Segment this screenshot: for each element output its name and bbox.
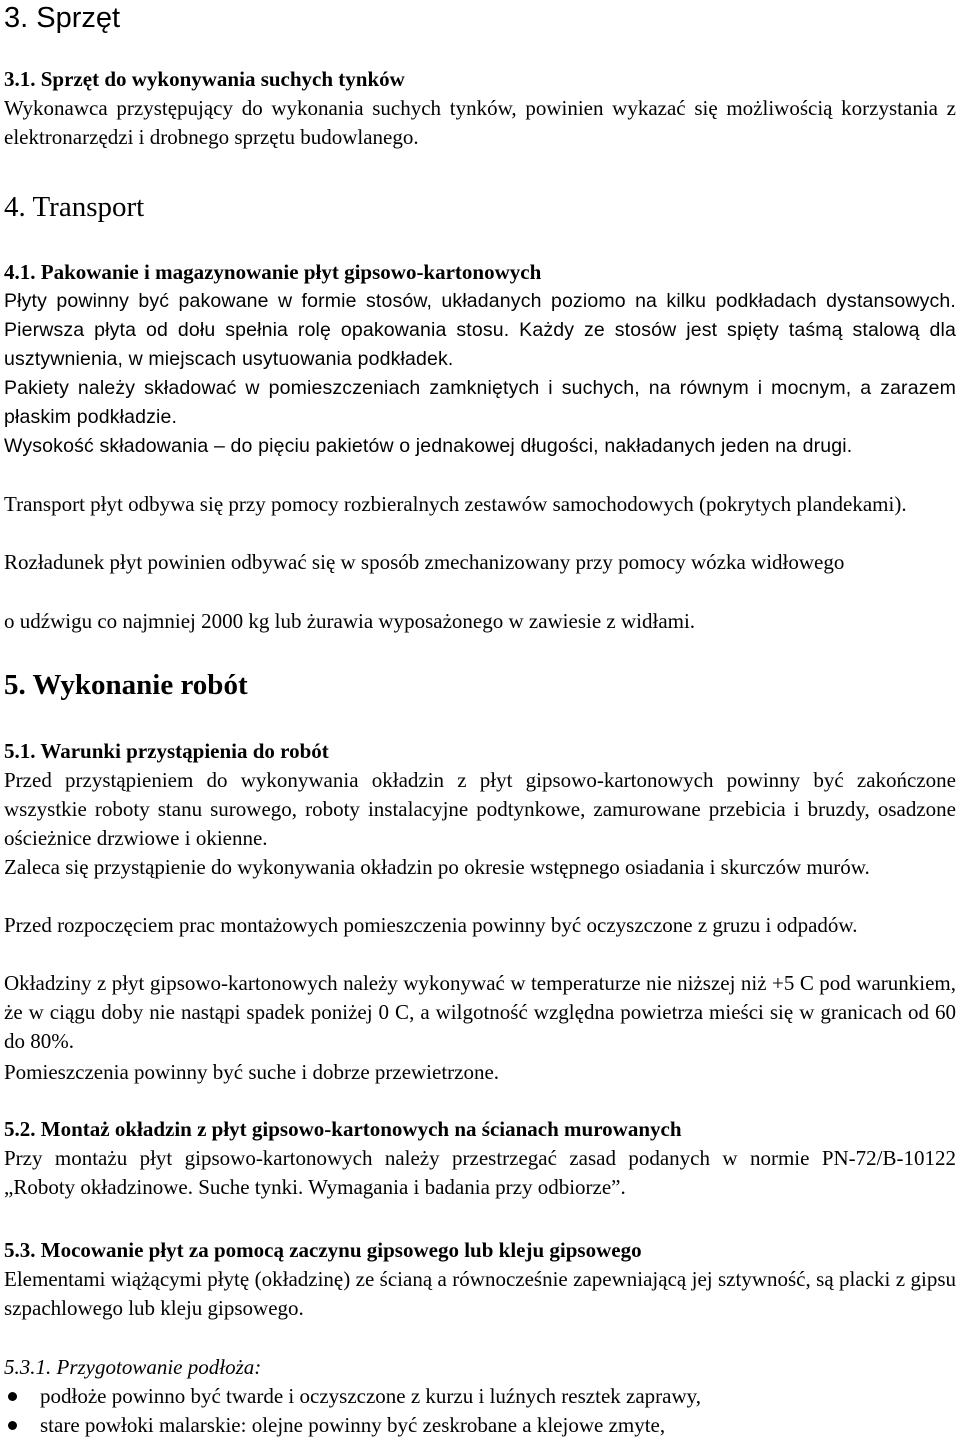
section-5-heading: 5. Wykonanie robót — [4, 669, 248, 701]
list-item-text: stare powłoki malarskie: olejne powinny być zeskrobane a klejowe zmyte, — [40, 1413, 666, 1437]
section-4-1-paragraph: Płyty powinny być pakowane w formie stosów, układanych poziomo na kilku podkładach dystansowych. Pierwsza płyta od dołu spełnia rolę opakowania stosu. Każdy ze stosów jest spięty taśmą stalową dla usztywnienia, w miejscach usytuowania podkładek. — [4, 290, 956, 370]
section-4-1-paragraph: o udźwigu co najmniej 2000 kg lub żurawia wyposażonego w zawiesie z widłami. — [4, 609, 696, 633]
section-4-1-heading: 4.1. Pakowanie i magazynowanie płyt gipsowo-kartonowych — [4, 260, 542, 284]
section-5-1-paragraph: Przed przystąpieniem do wykonywania okładzin z płyt gipsowo-kartonowych powinny być zakończone wszystkie roboty stanu surowego, roboty instalacyjne podtynkowe, zamurowane przebicia i bruzdy, osadzone ościeżnice drzwiowe i okienne. — [4, 768, 956, 850]
section-4-1-paragraph: Rozładunek płyt powinien odbywać się w sposób zmechanizowany przy pomocy wózka widłowego — [4, 550, 845, 574]
section-5-3-heading: 5.3. Mocowanie płyt za pomocą zaczynu gipsowego lub kleju gipsowego — [4, 1238, 642, 1262]
section-3-heading: 3. Sprzęt — [4, 2, 121, 34]
bullet-list — [0, 1382, 701, 1440]
section-4-1-paragraph: Wysokość składowania – do pięciu pakietów o jednakowej długości, nakładanych jeden na drugi. — [4, 435, 853, 457]
section-5-2-text: Przy montażu płyt gipsowo-kartonowych należy przestrzegać zasad podanych w normie PN-72/B-10122 „Roboty okładzinowe. Suche tynki. Wymagania i badania przy odbiorze”. — [4, 1146, 956, 1199]
section-4-heading: 4. Transport — [4, 191, 145, 223]
list-item — [0, 1411, 701, 1440]
section-5-1-paragraph: Przed rozpoczęciem prac montażowych pomieszczenia powinny być oczyszczone z gruzu i odpadów. — [4, 913, 858, 937]
section-5-1-paragraph: Pomieszczenia powinny być suche i dobrze przewietrzone. — [4, 1060, 500, 1084]
list-item-text: podłoże powinno być twarde i oczyszczone z kurzu i luźnych resztek zaprawy, — [40, 1384, 702, 1408]
section-4-1-paragraph: Pakiety należy składować w pomieszczeniach zamkniętych i suchych, na równym i mocnym, a zarazem płaskim podkładzie. — [4, 377, 956, 428]
list-item — [0, 1382, 701, 1411]
bullet-icon — [8, 1392, 17, 1401]
section-5-2-heading: 5.2. Montaż okładzin z płyt gipsowo-kartonowych na ścianach murowanych — [4, 1117, 682, 1141]
bullet-icon — [8, 1421, 17, 1430]
section-5-3-1-heading: 5.3.1. Przygotowanie podłoża: — [4, 1355, 262, 1379]
section-3-1-heading: 3.1. Sprzęt do wykonywania suchych tynków — [4, 67, 405, 91]
section-5-1-paragraph: Zaleca się przystąpienie do wykonywania okładzin po okresie wstępnego osiadania i skurczów murów. — [4, 855, 870, 879]
section-4-1-paragraph: Transport płyt odbywa się przy pomocy rozbieralnych zestawów samochodowych (pokrytych plandekami). — [4, 492, 907, 516]
section-5-3-text: Elementami wiążącymi płytę (okładzinę) ze ścianą a równocześnie zapewniającą jej sztywność, są placki z gipsu szpachlowego lub kleju gipsowego. — [4, 1267, 956, 1320]
section-5-1-heading: 5.1. Warunki przystąpienia do robót — [4, 739, 329, 763]
section-5-1-paragraph: Okładziny z płyt gipsowo-kartonowych należy wykonywać w temperaturze nie niższej niż +5 C pod warunkiem, że w ciągu doby nie nastąpi spadek poniżej 0 C, a wilgotność względna powietrza mieści się w granicach od 60 do 80%. — [4, 971, 956, 1053]
section-3-1-text: Wykonawca przystępujący do wykonania suchych tynków, powinien wykazać się możliwością korzystania z elektronarzędzi i drobnego sprzętu budowlanego. — [4, 96, 956, 149]
